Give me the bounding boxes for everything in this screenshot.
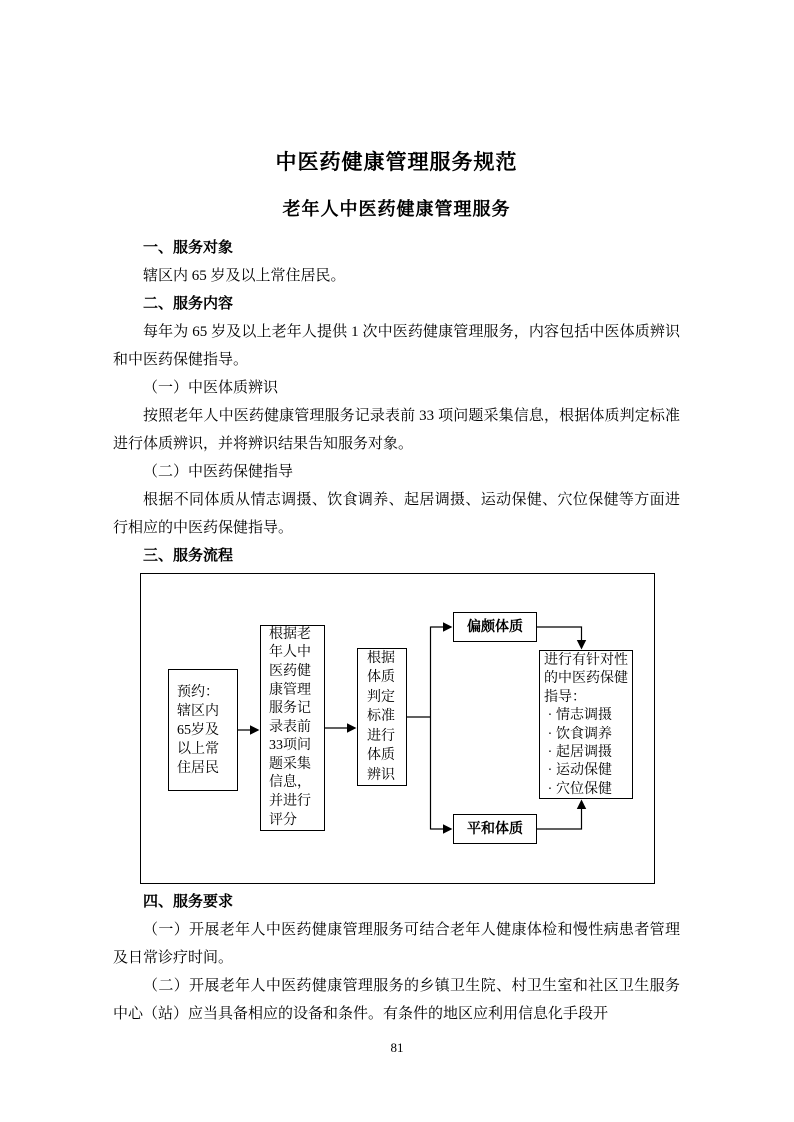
document-subtitle: 老年人中医药健康管理服务 [282,199,511,219]
bullet-icon: · [547,781,553,797]
section-2-subheading-1: （一）中医体质辨识 [143,380,279,396]
guidance-item-diet [544,726,628,744]
section-2-paragraph-2: 按照老年人中医药健康管理服务记录表前 33 项问题采集信息，根据体质判定标准进行体质辨识，并将辨识结果告知服务对象。 [113,408,680,452]
guidance-item-emotion-label: 情志调摄 [556,708,612,724]
flowchart-box-balanced-constitution [453,814,537,844]
flowchart-box-appointment-label: 预约：辖区内65岁及以上常住居民 [177,684,219,776]
section-2-paragraph-1: 每年为 65 岁及以上老年人提供 1 次中医药健康管理服务，内容包括中医体质辨识和中医药保健指导。 [113,324,680,368]
section-1-heading: 一、服务对象 [143,239,234,256]
flowchart-box-appointment [168,669,238,791]
bullet-icon: · [547,763,553,779]
section-3-heading: 三、服务流程 [143,547,234,564]
section-1-paragraph: 辖区内 65 岁及以上常住居民。 [143,268,346,284]
flowchart-box-biased-constitution [453,612,537,642]
guidance-item-acupoint [544,781,628,799]
guidance-item-daily-life-label: 起居调摄 [556,745,612,761]
flowchart-box-record-collection-label: 根据老年人中医药健康管理服务记录表前33项问题采集信息，并进行评分 [269,626,311,828]
bullet-icon: · [547,745,553,761]
section-4-paragraph-2: （二）开展老年人中医药健康管理服务的乡镇卫生院、村卫生室和社区卫生服务中心（站）应当具备相应的设备和条件。有条件的地区应利用信息化手段开 [113,978,680,1022]
bullet-icon: · [547,726,553,742]
guidance-title: 进行有针对性的中医药保健指导： [544,653,628,705]
guidance-item-daily-life [544,744,628,762]
section-4-heading: 四、服务要求 [143,893,234,910]
guidance-item-exercise [544,762,628,780]
flowchart-box-biased-constitution-label: 偏颇体质 [467,619,523,635]
bullet-icon: · [547,708,553,724]
section-4-paragraph-1: （一）开展老年人中医药健康管理服务可结合老年人健康体检和慢性病患者管理及日常诊疗时间。 [113,922,680,966]
guidance-item-diet-label: 饮食调养 [556,726,612,742]
document-title: 中医药健康管理服务规范 [275,151,518,174]
guidance-item-emotion [544,707,628,725]
section-2-paragraph-3: 根据不同体质从情志调摄、饮食调养、起居调摄、运动保健、穴位保健等方面进行相应的中医药保健指导。 [113,492,680,536]
service-flowchart [140,573,655,884]
guidance-item-exercise-label: 运动保健 [556,763,612,779]
section-2-subheading-2: （二）中医药保健指导 [143,464,294,480]
section-2-heading: 二、服务内容 [143,295,234,312]
flowchart-box-record-collection [260,625,325,831]
flowchart-box-constitution-judgement [357,648,407,786]
guidance-item-acupoint-label: 穴位保健 [556,781,612,797]
page-number: 81 [390,1040,404,1055]
flowchart-box-balanced-constitution-label: 平和体质 [467,821,523,837]
flowchart-box-constitution-judgement-label: 根据体质判定标准进行体质辨识 [367,650,395,783]
flowchart-box-guidance [539,650,633,799]
